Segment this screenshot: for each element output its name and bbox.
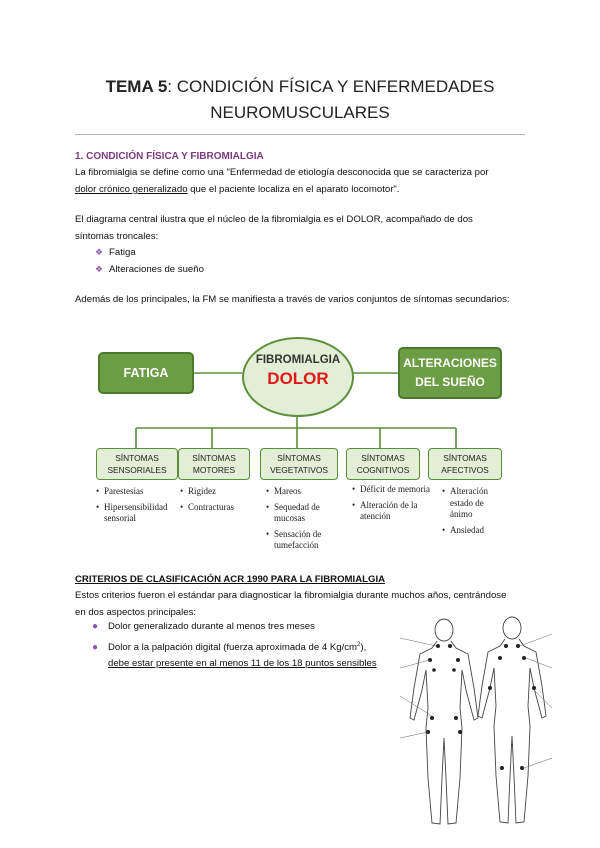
list-item: [92, 619, 392, 635]
category-box-vegetative: [260, 448, 338, 480]
fibromyalgia-diagram: [96, 336, 504, 558]
category-label: SÍNTOMAS: [361, 453, 405, 463]
list-item: • Parestesias: [96, 486, 178, 498]
sensory-symptoms: [96, 486, 178, 525]
motor-symptoms: [180, 486, 260, 513]
category-box-motor: [178, 448, 250, 480]
page-title-line2: NEUROMUSCULARES: [210, 103, 390, 122]
bullet-icon: ●: [92, 621, 99, 632]
definition-paragraph: [75, 164, 526, 198]
sleep-box-line1: ALTERACIONES: [403, 356, 497, 370]
criteria-line2: en dos aspectos principales:: [75, 607, 197, 618]
list-item: • Contracturas: [180, 502, 260, 514]
list-item: [92, 637, 392, 656]
list-item: • Mareos: [266, 486, 342, 498]
category-label: SÍNTOMAS: [277, 453, 321, 463]
title-bold: TEMA 5: [105, 77, 168, 96]
definition-rest: que el paciente localiza en el aparato locomotor".: [187, 184, 400, 195]
criteria-item-label: Dolor a la palpación digital (fuerza aproximada de 4 Kg/cm: [108, 642, 358, 654]
list-item: • Sensación de tumefacción: [266, 529, 342, 552]
criteria-item-label: Dolor generalizado durante al menos tres meses: [108, 621, 315, 632]
diamond-bullet-icon: ❖: [95, 247, 104, 257]
category-box-cognitive: [346, 448, 420, 480]
page-title: [0, 74, 600, 99]
trunk-symptom-list: [95, 244, 204, 278]
list-item: • Alteración estado de ánimo: [442, 486, 508, 521]
criteria-list: [92, 619, 392, 672]
sleep-box: [398, 347, 502, 399]
criteria-item-continuation: debe estar presente en al menos 11 de los 18 puntos sensibles: [108, 658, 377, 670]
diamond-bullet-icon: ❖: [95, 264, 104, 274]
list-item: • Hipersensibilidad sensorial: [96, 502, 178, 525]
category-box-sensory: [96, 448, 178, 480]
core-pain-label: DOLOR: [267, 369, 329, 388]
list-item: [95, 244, 204, 261]
title-rest: : CONDICIÓN FÍSICA Y ENFERMEDADES: [167, 77, 495, 96]
category-label: SÍNTOMAS: [443, 453, 487, 463]
fatigue-box: FATIGA: [98, 352, 194, 394]
bullet-icon: ●: [92, 642, 99, 654]
list-item: • Alteración de la atención: [352, 500, 432, 523]
list-item: [95, 261, 204, 278]
intro-line1: El diagrama central ilustra que el núcleo de la fibromialgia es el DOLOR, acompañado de dos: [75, 214, 473, 225]
list-item: • Déficit de memoria: [352, 484, 432, 496]
category-label: COGNITIVOS: [356, 465, 410, 475]
definition-line1: La fibromialgia se define como una "Enfermedad de etiología desconocida que se caracteriza por: [75, 167, 489, 178]
cognitive-symptoms: [352, 484, 432, 523]
category-label: SENSORIALES: [107, 465, 167, 475]
category-label: VEGETATIVOS: [270, 465, 328, 475]
trunk-item-label: Alteraciones de sueño: [109, 264, 204, 275]
title-divider: [75, 134, 525, 135]
section-heading: 1. CONDICIÓN FÍSICA Y FIBROMIALGIA: [75, 151, 264, 162]
tender-points-figure: [392, 608, 560, 838]
diagram-intro-paragraph: [75, 211, 526, 245]
affective-symptoms: [442, 486, 508, 536]
definition-underlined: dolor crónico generalizado: [75, 184, 188, 195]
body-figure-icon: [392, 608, 560, 838]
category-label: SÍNTOMAS: [192, 453, 236, 463]
category-label: MOTORES: [192, 465, 236, 475]
intro-line2: síntomas troncales:: [75, 231, 159, 242]
vegetative-symptoms: [266, 486, 342, 552]
core-label: FIBROMIALGIA: [255, 354, 341, 366]
list-item: • Sequedad de mucosas: [266, 502, 342, 525]
category-label: SÍNTOMAS: [115, 453, 159, 463]
list-item: • Ansiedad: [442, 525, 508, 537]
sleep-box-line2: DEL SUEÑO: [415, 375, 485, 389]
category-label: AFECTIVOS: [441, 465, 489, 475]
list-item: • Rigidez: [180, 486, 260, 498]
core-ellipse: [242, 337, 354, 417]
criteria-heading: CRITERIOS DE CLASIFICACIÓN ACR 1990 PARA LA FIBROMIALGIA: [75, 574, 386, 585]
criteria-line1: Estos criterios fueron el estándar para diagnosticar la fibromialgia durante muchos años, centrándose: [75, 590, 507, 601]
superscript: 2: [357, 642, 361, 648]
trunk-item-label: Fatiga: [109, 247, 136, 258]
definition-line2: [75, 181, 526, 198]
secondary-intro: Además de los principales, la FM se manifiesta a través de varios conjuntos de síntomas secundarios:: [75, 294, 510, 305]
category-box-affective: [428, 448, 502, 480]
criteria-item-end: ),: [360, 642, 367, 654]
